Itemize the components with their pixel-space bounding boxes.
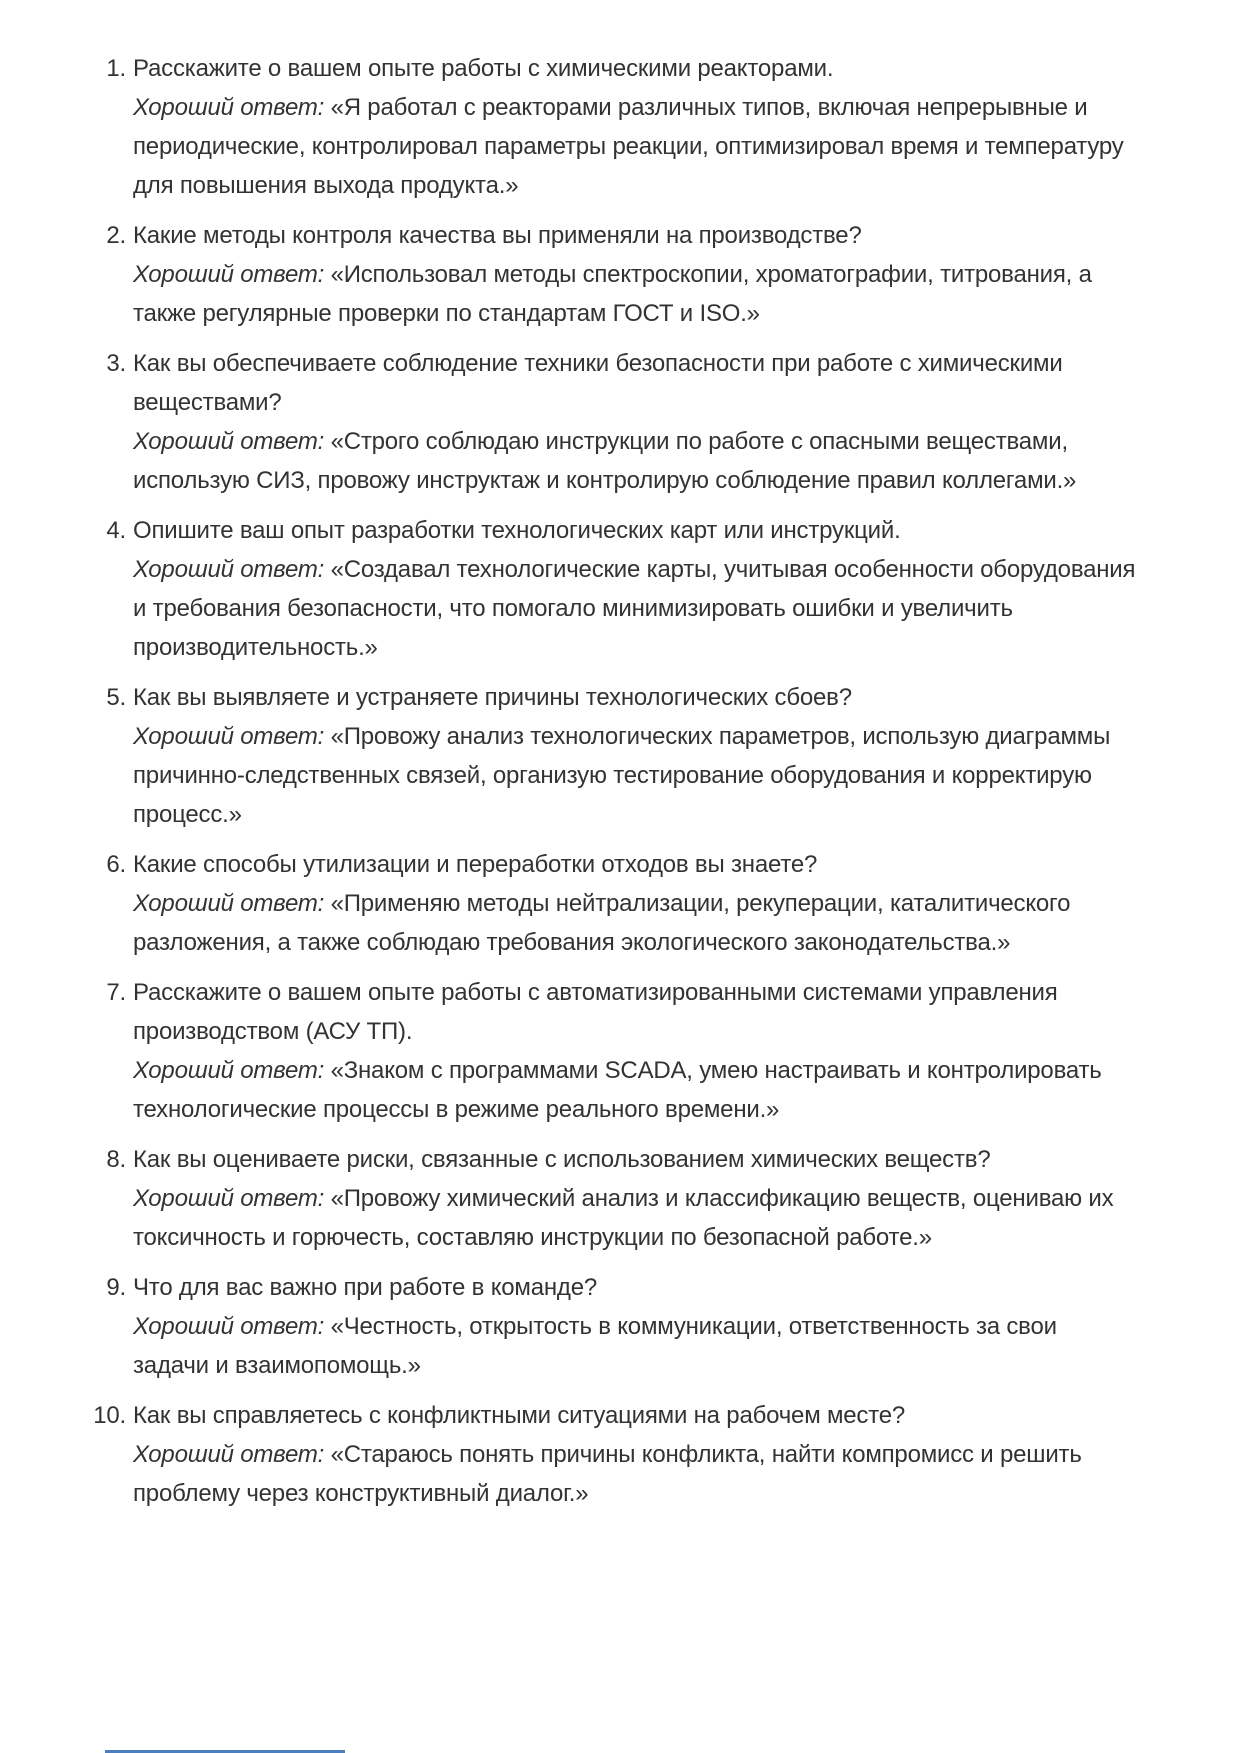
- answer-line: [133, 255, 1137, 333]
- answer-line: [133, 422, 1137, 500]
- item-number: 5.: [106, 684, 126, 711]
- list-item: [106, 49, 1137, 205]
- answer-label: Хороший ответ:: [133, 1057, 325, 1084]
- answer-line: [133, 717, 1137, 834]
- answer-label: Хороший ответ:: [133, 723, 325, 750]
- list-item: [106, 845, 1137, 962]
- question-text: Как вы справляетесь с конфликтными ситуациями на рабочем месте?: [133, 1402, 906, 1429]
- answer-text: «Честность, открытость в коммуникации, ответственность за свои задачи и взаимопомощь.»: [133, 1313, 1057, 1379]
- answer-text: «Знаком с программами SCADA, умею настраивать и контролировать технологические процессы в режиме реального времени.»: [133, 1057, 1102, 1123]
- item-number: 7.: [106, 979, 126, 1006]
- answer-label: Хороший ответ:: [133, 1185, 325, 1212]
- list-item: [106, 678, 1137, 834]
- list-item: [106, 216, 1137, 333]
- answer-text: «Провожу анализ технологических параметров, использую диаграммы причинно-следственных связей, организую тестирование оборудования и корректирую процесс.»: [133, 723, 1111, 828]
- answer-text: «Строго соблюдаю инструкции по работе с опасными веществами, использую СИЗ, провожу инструктаж и контролирую соблюдение правил коллегами.»: [133, 428, 1077, 494]
- item-number: 4.: [106, 517, 126, 544]
- question-text: Расскажите о вашем опыте работы с автоматизированными системами управления производством (АСУ ТП).: [133, 979, 1058, 1045]
- answer-line: [133, 550, 1137, 667]
- question-list: [93, 49, 1137, 1524]
- answer-label: Хороший ответ:: [133, 1441, 325, 1468]
- item-number: 8.: [106, 1146, 126, 1173]
- answer-line: [133, 1435, 1137, 1513]
- answer-text: «Создавал технологические карты, учитывая особенности оборудования и требования безопасности, что помогало минимизировать ошибки и увеличить производительность.»: [133, 556, 1136, 661]
- answer-text: «Использовал методы спектроскопии, хроматографии, титрования, а также регулярные проверки по стандартам ГОСТ и ISO.»: [133, 261, 1092, 327]
- item-number: 10.: [93, 1402, 126, 1429]
- question-text: Расскажите о вашем опыте работы с химическими реакторами.: [133, 55, 834, 82]
- item-number: 1.: [106, 55, 126, 82]
- item-number: 9.: [106, 1274, 126, 1301]
- question-text: Как вы обеспечиваете соблюдение техники безопасности при работе с химическими веществами?: [133, 350, 1063, 416]
- question-text: Какие методы контроля качества вы применяли на производстве?: [133, 222, 862, 249]
- list-item: [106, 973, 1137, 1129]
- list-item: [106, 1140, 1137, 1257]
- answer-label: Хороший ответ:: [133, 1313, 325, 1340]
- question-text: Опишите ваш опыт разработки технологических карт или инструкций.: [133, 517, 901, 544]
- answer-text: «Применяю методы нейтрализации, рекуперации, каталитического разложения, а также соблюдаю требования экологического законодательства.»: [133, 890, 1071, 956]
- item-number: 3.: [106, 350, 126, 377]
- list-item: [106, 1268, 1137, 1385]
- question-text: Как вы выявляете и устраняете причины технологических сбоев?: [133, 684, 852, 711]
- answer-line: [133, 884, 1137, 962]
- answer-text: «Стараюсь понять причины конфликта, найти компромисс и решить проблему через конструктивный диалог.»: [133, 1441, 1082, 1507]
- answer-label: Хороший ответ:: [133, 556, 325, 583]
- list-item: [93, 1396, 1137, 1513]
- item-number: 6.: [106, 851, 126, 878]
- answer-text: «Я работал с реакторами различных типов, включая непрерывные и периодические, контролировал параметры реакции, оптимизировал время и температуру для повышения выхода продукта.»: [133, 94, 1124, 199]
- question-text: Как вы оцениваете риски, связанные с использованием химических веществ?: [133, 1146, 991, 1173]
- answer-line: [133, 1179, 1137, 1257]
- item-number: 2.: [106, 222, 126, 249]
- answer-label: Хороший ответ:: [133, 428, 325, 455]
- answer-line: [133, 1307, 1137, 1385]
- list-item: [106, 344, 1137, 500]
- list-item: [106, 511, 1137, 667]
- answer-line: [133, 1051, 1137, 1129]
- question-text: Что для вас важно при работе в команде?: [133, 1274, 598, 1301]
- answer-line: [133, 88, 1137, 205]
- answer-label: Хороший ответ:: [133, 261, 325, 288]
- answer-text: «Провожу химический анализ и классификацию веществ, оцениваю их токсичность и горючесть, составляю инструкции по безопасной работе.»: [133, 1185, 1114, 1251]
- question-text: Какие способы утилизации и переработки отходов вы знаете?: [133, 851, 818, 878]
- answer-label: Хороший ответ:: [133, 890, 325, 917]
- answer-label: Хороший ответ:: [133, 94, 325, 121]
